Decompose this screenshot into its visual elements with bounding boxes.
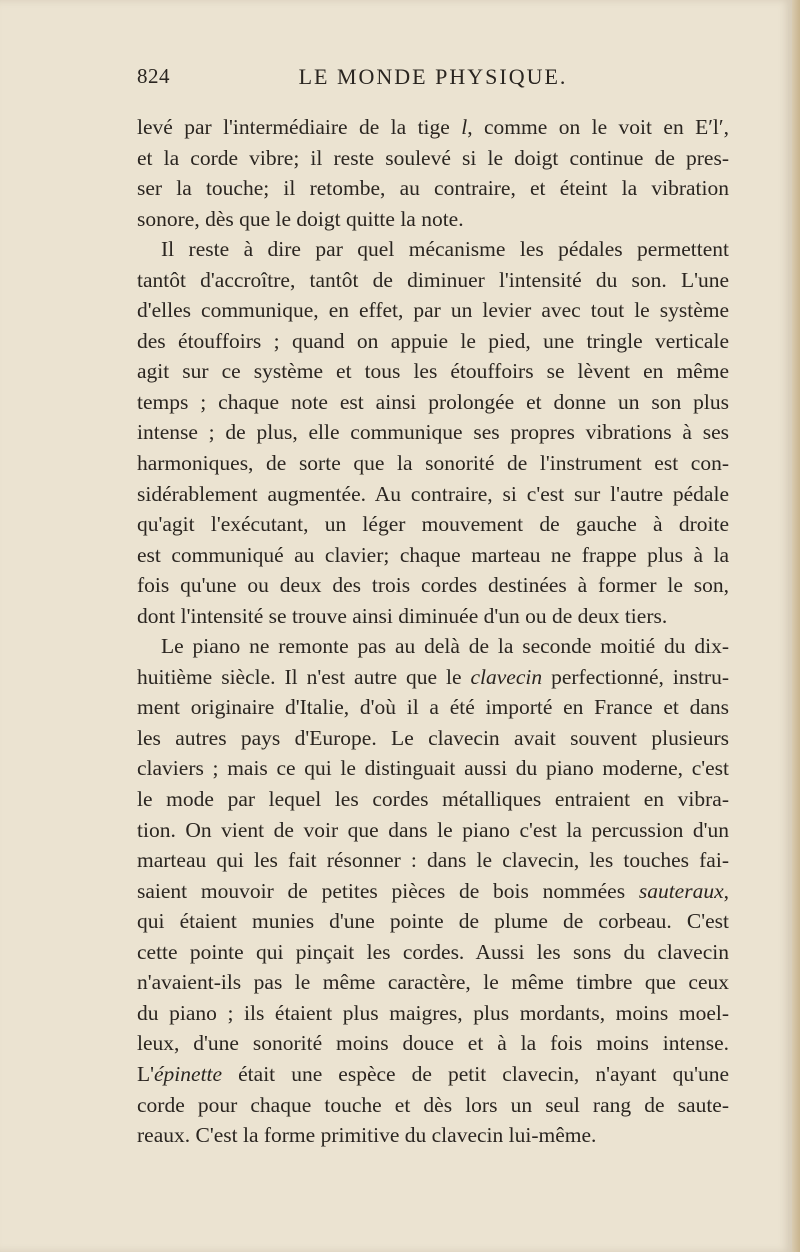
text-line: huitième siècle. Il n'est autre que le clavecin perfectionné, instru-	[137, 664, 729, 689]
text-line: du piano ; ils étaient plus maigres, plus mordants, moins moel-	[137, 1000, 729, 1025]
text-line: saient mouvoir de petites pièces de bois nommées sauteraux,	[137, 878, 729, 903]
text-line: dont l'intensité se trouve ainsi diminuée d'un ou de deux tiers.	[137, 603, 668, 628]
text-line: sonore, dès que le doigt quitte la note.	[137, 206, 464, 231]
text-line: cette pointe qui pinçait les cordes. Aussi les sons du clavecin	[137, 939, 729, 964]
text-line: levé par l'intermédiaire de la tige l, comme on le voit en E′l′,	[137, 115, 729, 139]
text-line: claviers ; mais ce qui le distinguait aussi du piano moderne, c'est	[137, 756, 729, 781]
text-line: Le piano ne remonte pas au delà de la seconde moitié du dix-	[161, 634, 729, 659]
text-line: sidérablement augmentée. Au contraire, si c'est sur l'autre pédale	[137, 481, 729, 506]
running-title: LE MONDE PHYSIQUE.	[298, 64, 568, 89]
text-line: tantôt d'accroître, tantôt de diminuer l'intensité du son. L'une	[137, 267, 729, 292]
text-line: ment originaire d'Italie, d'où il a été importé en France et dans	[137, 695, 729, 720]
text-line: marteau qui les fait résonner : dans le clavecin, les touches fai-	[137, 848, 729, 873]
text-line: d'elles communique, en effet, par un levier avec tout le système	[137, 298, 729, 323]
text-line: fois qu'une ou deux des trois cordes destinées à former le son,	[137, 573, 729, 598]
text-line: reaux. C'est la forme primitive du clavecin lui-même.	[137, 1123, 597, 1148]
text-line: qui étaient munies d'une pointe de plume de corbeau. C'est	[137, 909, 729, 934]
text-line: leux, d'une sonorité moins douce et à la fois moins intense.	[137, 1031, 729, 1056]
text-line: est communiqué au clavier; chaque marteau ne frappe plus à la	[137, 542, 729, 567]
text-line: des étouffoirs ; quand on appuie le pied, une tringle verticale	[137, 328, 729, 353]
body-text	[137, 112, 729, 1151]
text-line: ser la touche; il retombe, au contraire, et éteint la vibration	[137, 176, 729, 201]
page-header	[137, 64, 729, 100]
text-line: corde pour chaque touche et dès lors un seul rang de saute-	[137, 1092, 729, 1117]
text-line: temps ; chaque note est ainsi prolongée et donne un son plus	[137, 389, 729, 414]
text-line: agit sur ce système et tous les étouffoirs se lèvent en même	[137, 359, 729, 384]
text-line: qu'agit l'exécutant, un léger mouvement de gauche à droite	[137, 512, 729, 537]
page-edge	[792, 0, 800, 1252]
text-line: L'épinette était une espèce de petit clavecin, n'ayant qu'une	[137, 1061, 729, 1086]
text-line: le mode par lequel les cordes métalliques entraient en vibra-	[137, 787, 729, 812]
text-line: tion. On vient de voir que dans le piano c'est la percussion d'un	[137, 817, 729, 842]
page-number: 824	[137, 64, 170, 88]
text-line: intense ; de plus, elle communique ses propres vibrations à ses	[137, 420, 729, 445]
text-line: les autres pays d'Europe. Le clavecin avait souvent plusieurs	[137, 725, 729, 750]
text-line: Il reste à dire par quel mécanisme les pédales permettent	[161, 237, 729, 262]
text-line: harmoniques, de sorte que la sonorité de l'instrument est con-	[137, 451, 729, 476]
text-line: n'avaient-ils pas le même caractère, le même timbre que ceux	[137, 970, 729, 995]
text-line: et la corde vibre; il reste soulevé si le doigt continue de pres-	[137, 145, 729, 170]
